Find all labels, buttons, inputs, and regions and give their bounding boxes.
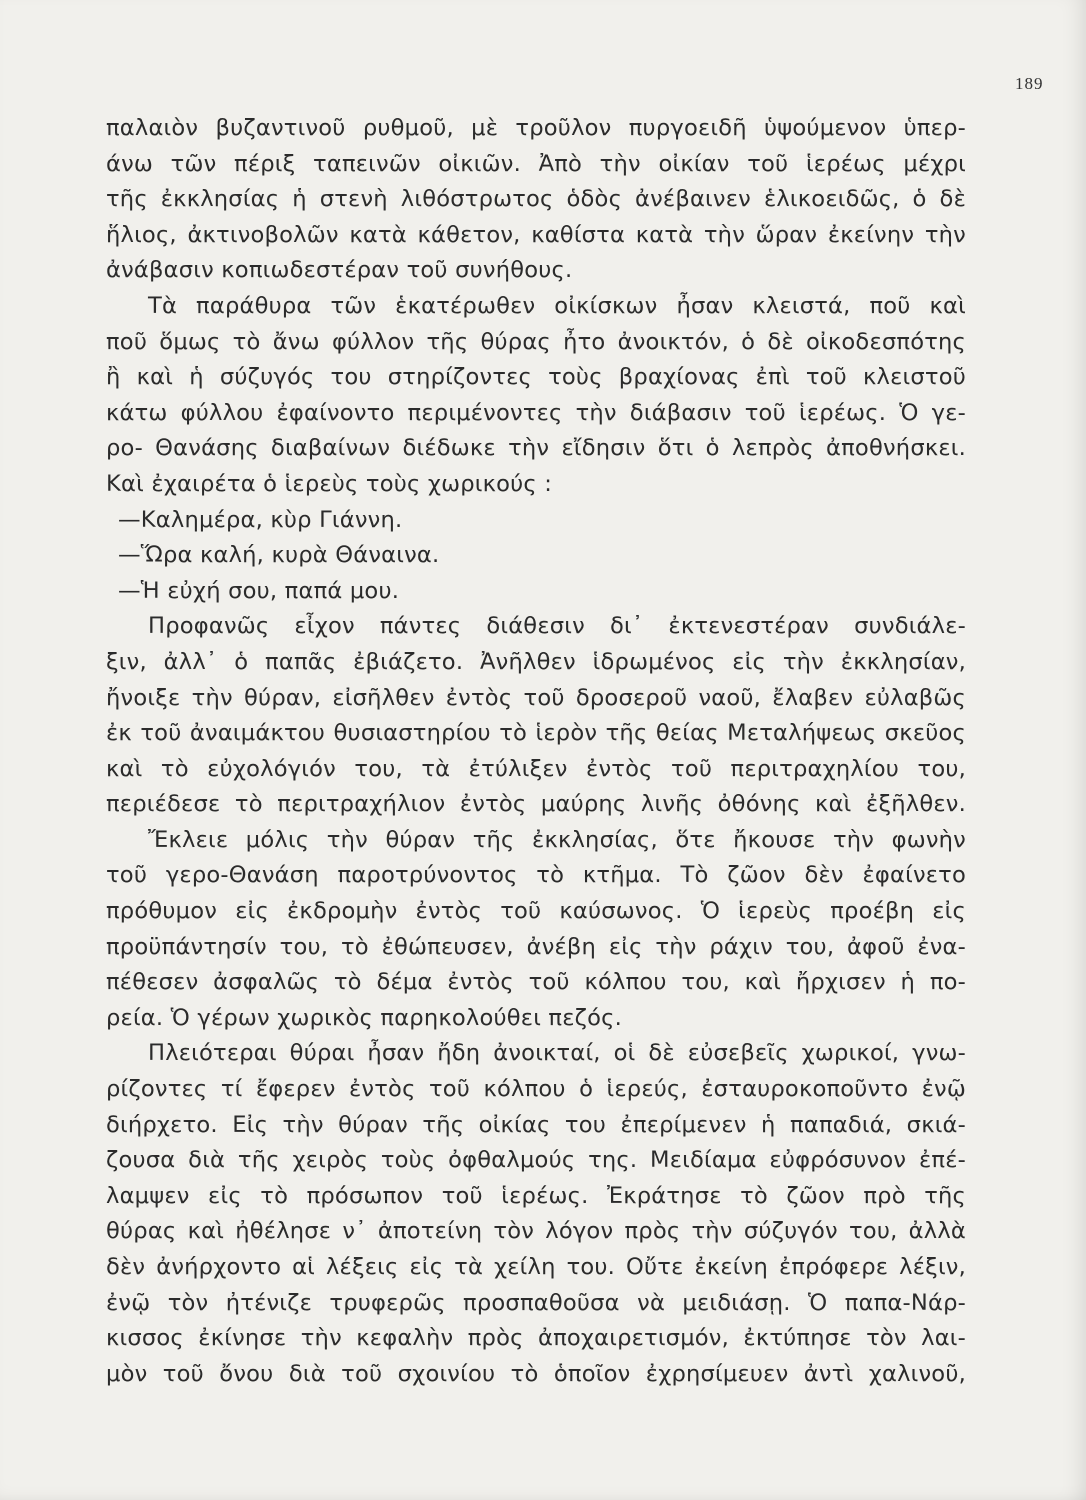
text-line: —Ὥρα καλή, κυρὰ Θάναινα. [118,542,440,569]
text-line: λαμψεν εἰς τὸ πρόσωπον τοῦ ἱερέως. Ἐκράτησε τὸ ζῶον πρὸ τῆς [106,1182,966,1209]
text-line: προϋπάντησίν του, τὸ ἐθώπευσεν, ἀνέβη εἰς τὴν ράχιν του, ἀφοῦ ἐνα- [106,933,966,960]
text-line: διήρχετο. Εἰς τὴν θύραν τῆς οἰκίας του ἐπερίμενεν ἡ παπαδιά, σκιά- [106,1111,966,1138]
text-line: Προφανῶς εἶχον πάντες διάθεσιν δι᾽ ἐκτενεστέραν συνδιάλε- [148,613,966,640]
text-line: Πλειότεραι θύραι ἦσαν ἤδη ἀνοικταί, οἱ δὲ εὐσεβεῖς χωρικοί, γνω- [148,1040,966,1067]
text-line: ἐνῷ τὸν ἠτένιζε τρυφερῶς προσπαθοῦσα νὰ μειδιάσῃ. Ὁ παπα-Νάρ- [106,1289,966,1316]
page-number: 189 [1015,74,1044,93]
text-line: μὸν τοῦ ὄνου διὰ τοῦ σχοινίου τὸ ὁποῖον ἐχρησίμευεν ἀντὶ χαλινοῦ, [106,1360,966,1387]
text-line: ρεία. Ὁ γέρων χωρικὸς παρηκολούθει πεζός. [106,1004,622,1031]
text-line: άνω τῶν πέριξ ταπεινῶν οἰκιῶν. Ἀπὸ τὴν οἰκίαν τοῦ ἱερέως μέχρι [106,150,966,177]
text-line: τῆς ἐκκλησίας ἡ στενὴ λιθόστρωτος ὁδὸς ἀνέβαινεν ἑλικοειδῶς, ὁ δὲ [106,186,966,213]
text-line: ἤνοιξε τὴν θύραν, εἰσῆλθεν ἐντὸς τοῦ δροσεροῦ ναοῦ, ἔλαβεν εὐλαβῶς [106,684,966,711]
text-line: Καὶ ἐχαιρέτα ὁ ἱερεὺς τοὺς χωρικούς : [106,470,553,497]
text-line: ρίζοντες τί ἔφερεν ἐντὸς τοῦ κόλπου ὁ ἱερεύς, ἐσταυροκοποῦντο ἐνῷ [106,1076,966,1103]
text-line: —Καλημέρα, κὺρ Γιάννη. [118,506,403,533]
text-line: κάτω φύλλου ἐφαίνοντο περιμένοντες τὴν διάβασιν τοῦ ἱερέως. Ὁ γε- [106,399,966,426]
text-line: ζουσα διὰ τῆς χειρὸς τοὺς ὀφθαλμούς της. Μειδίαμα εὐφρόσυνον ἐπέ- [106,1147,966,1174]
text-line: ρο- Θανάσης διαβαίνων διέδωκε τὴν εἴδησιν ὅτι ὁ λεπρὸς ἀποθνήσκει. [106,435,966,462]
text-line: ἀνάβασιν κοπιωδεστέραν τοῦ συνήθους. [106,257,573,284]
text-line: τοῦ γερο-Θανάση παροτρύνοντος τὸ κτῆμα. Τὸ ζῶον δὲν ἐφαίνετο [106,862,966,889]
text-line: πρόθυμον εἰς ἐκδρομὴν ἐντὸς τοῦ καύσωνος. Ὁ ἱερεὺς προέβη εἰς [106,898,966,925]
text-line: κισσος ἐκίνησε τὴν κεφαλὴν πρὸς ἀποχαιρετισμόν, ἐκτύπησε τὸν λαι- [106,1325,966,1352]
text-line: ξιν, ἀλλ᾽ ὁ παπᾶς ἐβιάζετο. Ἀνῆλθεν ἱδρωμένος εἰς τὴν ἐκκλησίαν, [106,648,966,675]
text-line: παλαιὸν βυζαντινοῦ ρυθμοῦ, μὲ τροῦλον πυργοειδῆ ὑψούμενον ὑπερ- [106,115,966,141]
text-line: ἥλιος, ἀκτινοβολῶν κατὰ κάθετον, καθίστα κατὰ τὴν ὥραν ἐκείνην τὴν [106,221,966,248]
text-line: καὶ τὸ εὐχολόγιόν του, τὰ ἐτύλιξεν ἐντὸς τοῦ περιτραχηλίου του, [106,755,966,782]
text-line: ἢ καὶ ἡ σύζυγός του στηρίζοντες τοὺς βραχίονας ἐπὶ τοῦ κλειστοῦ [106,364,966,391]
text-line: Τὰ παράθυρα τῶν ἑκατέρωθεν οἰκίσκων ἦσαν κλειστά, ποῦ καὶ [148,292,966,319]
text-line: περιέδεσε τὸ περιτραχήλιον ἐντὸς μαύρης λινῆς ὀθόνης καὶ ἐξῆλθεν. [106,791,966,818]
body-text [106,111,966,1392]
text-line: ἐκ τοῦ ἀναιμάκτου θυσιαστηρίου τὸ ἱερὸν τῆς θείας Μεταλήψεως σκεῦος [106,720,966,747]
text-line: Ἔκλειε μόλις τὴν θύραν τῆς ἐκκλησίας, ὅτε ἤκουσε τὴν φωνὴν [148,826,966,853]
text-line: ποῦ ὅμως τὸ ἄνω φύλλον τῆς θύρας ἦτο ἀνοικτόν, ὁ δὲ οἰκοδεσπότης [106,328,966,355]
text-line: δὲν ἀνήρχοντο αἱ λέξεις εἰς τὰ χείλη του. Οὔτε ἐκείνη ἐπρόφερε λέξιν, [106,1254,966,1280]
text-line: —Ἡ εὐχή σου, παπά μου. [118,577,400,604]
text-line: πέθεσεν ἀσφαλῶς τὸ δέμα ἐντὸς τοῦ κόλπου του, καὶ ἤρχισεν ἡ πο- [106,969,966,996]
text-line: θύρας καὶ ἠθέλησε ν᾽ ἀποτείνη τὸν λόγον πρὸς τὴν σύζυγόν του, ἀλλὰ [106,1218,966,1245]
